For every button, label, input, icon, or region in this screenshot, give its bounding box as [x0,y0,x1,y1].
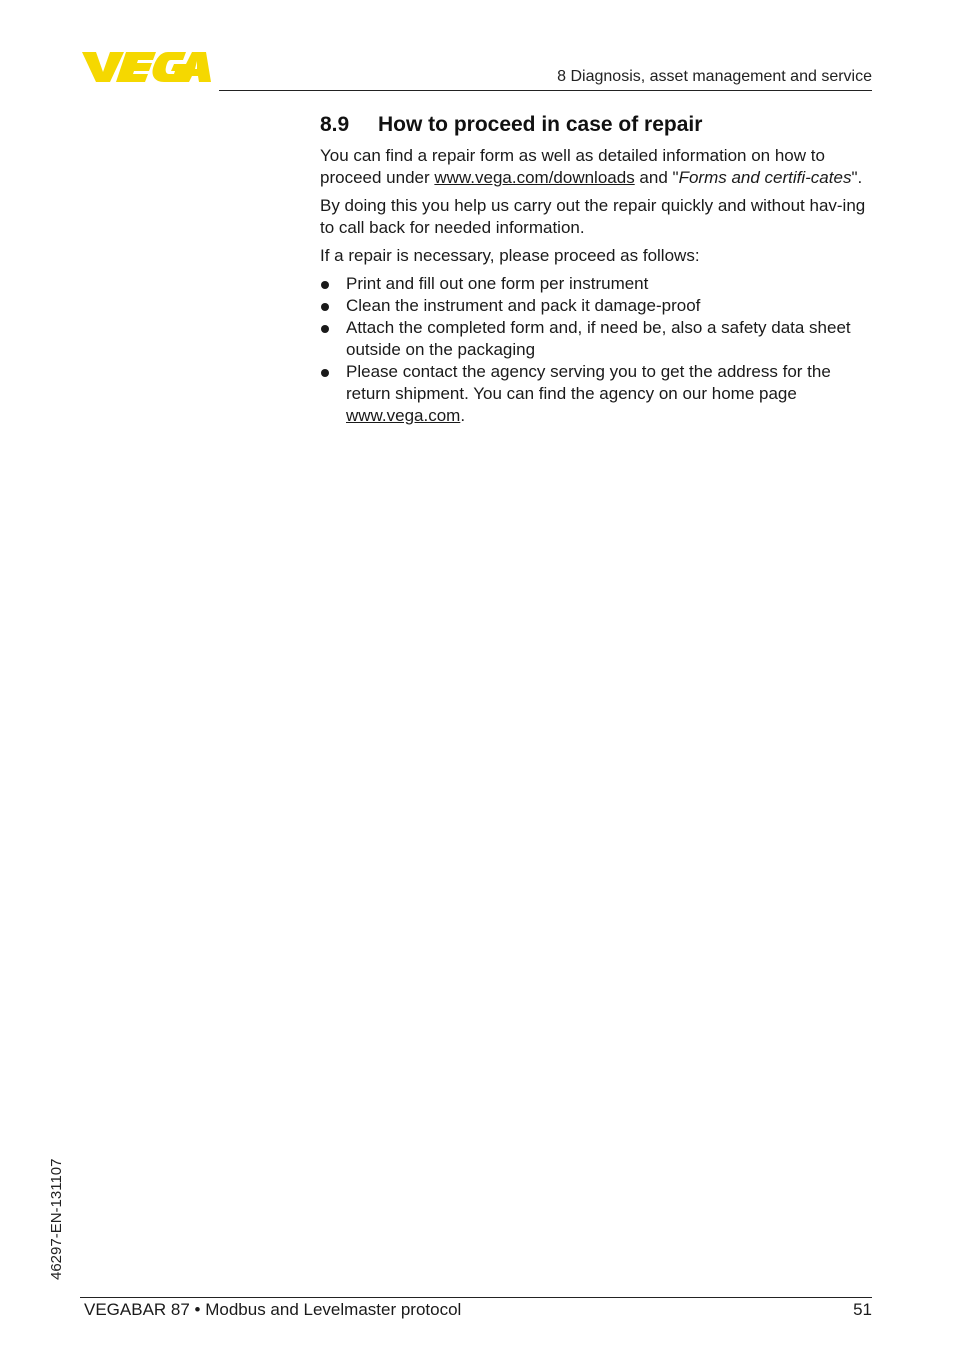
list-item [320,273,872,295]
list-item-text: Please contact the agency serving you to get the address for the return shipment. You can find the agency on our home page [346,362,831,403]
paragraph-text: You can find a repair form as well as detailed information on how to proceed under [320,146,825,187]
section-number: 8.9 [320,113,350,136]
paragraph-proceed: If a repair is necessary, please proceed as follows: [320,246,700,265]
document-id: 46297-EN-131107 [48,1158,65,1280]
bullet-icon [321,369,329,377]
bullet-icon [321,281,329,289]
list-item-text: Clean the instrument and pack it damage-proof [346,296,701,315]
paragraph-repair-form [320,145,872,189]
list-item [320,361,872,427]
paragraph-help: By doing this you help us carry out the repair quickly and without hav-ing to call back for needed information. [320,196,866,237]
footer-product: VEGABAR 87 • Modbus and Levelmaster protocol [84,1300,462,1319]
vega-home-link[interactable]: www.vega.com [346,406,461,425]
vega-logo [80,50,212,84]
list-item-text: . [460,406,466,425]
section-heading [320,113,702,137]
list-item-text: Attach the completed form and, if need be, also a safety data sheet outside on the packaging [346,318,851,359]
list-item-text: Print and fill out one form per instrument [346,274,649,293]
paragraph-text: and " [634,168,679,187]
paragraph-text: ". [851,168,863,187]
section-body [320,145,872,427]
bullet-icon [321,303,329,311]
list-item [320,317,872,361]
list-item [320,295,872,317]
repair-steps-list [320,273,872,427]
chapter-title: 8 Diagnosis, asset management and service [557,68,872,85]
downloads-link[interactable]: www.vega.com/downloads [434,168,635,187]
section-title: How to proceed in case of repair [378,113,703,136]
footer-divider [80,1297,872,1298]
header-divider [219,90,872,91]
bullet-icon [321,325,329,333]
forms-certificates-text: Forms and certifi-cates [678,168,852,187]
page-number: 51 [853,1300,872,1319]
